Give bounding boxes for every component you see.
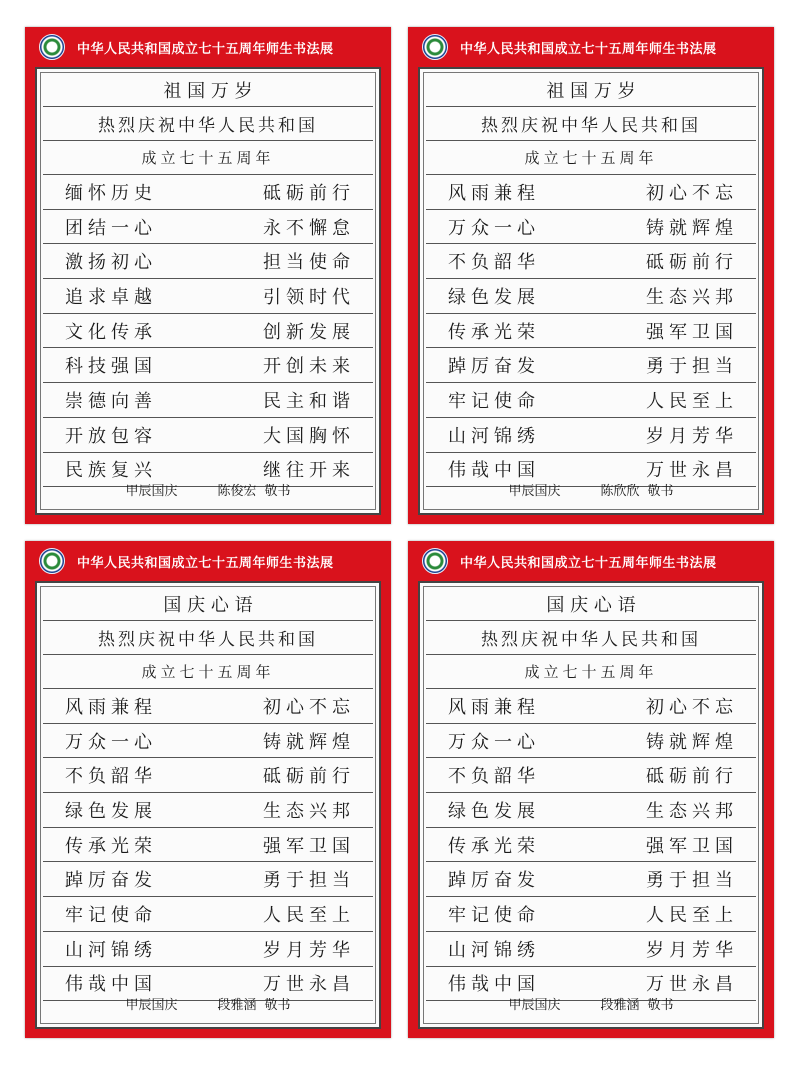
signature-line xyxy=(426,985,756,1021)
couplet-row xyxy=(426,828,756,863)
couplet-left: 山河锦绣 xyxy=(65,939,157,961)
couplet-right: 万世永昌 xyxy=(263,974,355,996)
couplet-row xyxy=(43,210,373,245)
couplet-right: 砥砺前行 xyxy=(263,766,355,788)
couplet-right: 砥砺前行 xyxy=(263,182,355,204)
calligraphy-panel xyxy=(408,27,774,524)
couplet-row xyxy=(43,758,373,793)
signature-respect: 敬书 xyxy=(264,483,291,499)
couplet-row xyxy=(426,862,756,897)
couplet-left: 万众一心 xyxy=(448,731,540,753)
couplet-row xyxy=(43,793,373,828)
school-emblem-icon xyxy=(39,34,65,60)
signature-author: 陈欣欣 xyxy=(600,483,640,499)
couplet-right: 勇于担当 xyxy=(263,870,355,892)
couplet-left: 团结一心 xyxy=(65,217,157,239)
panel-header xyxy=(408,27,774,67)
couplet-right: 初心不忘 xyxy=(646,696,738,718)
couplet-right: 砥砺前行 xyxy=(646,766,738,788)
couplet-row xyxy=(426,758,756,793)
couplet-row xyxy=(43,862,373,897)
signature-author: 陈俊宏 xyxy=(217,483,257,499)
signature-date: 甲辰国庆 xyxy=(125,997,178,1013)
couplet-row xyxy=(43,932,373,967)
couplet-row xyxy=(426,793,756,828)
work-title: 国 庆 心 语 xyxy=(43,587,373,621)
couplet-right: 初心不忘 xyxy=(646,182,738,204)
couplet-row xyxy=(43,279,373,314)
work-greeting: 热烈庆祝中华人民共和国 xyxy=(426,107,756,141)
couplet-left: 文化传承 xyxy=(65,321,157,343)
couplet-left: 不负韶华 xyxy=(448,252,540,274)
sheet-rows xyxy=(426,73,756,482)
couplet-right: 生态兴邦 xyxy=(263,800,355,822)
couplet-right: 人民至上 xyxy=(263,904,355,926)
couplet-right: 初心不忘 xyxy=(263,696,355,718)
couplet-right: 铸就辉煌 xyxy=(646,217,738,239)
couplet-row xyxy=(426,418,756,453)
couplet-left: 山河锦绣 xyxy=(448,425,540,447)
couplet-left: 风雨兼程 xyxy=(448,182,540,204)
calligraphy-sheet xyxy=(35,581,381,1029)
couplet-row xyxy=(43,175,373,210)
calligraphy-panel xyxy=(25,541,391,1038)
couplet-left: 绿色发展 xyxy=(448,800,540,822)
couplet-right: 岁月芳华 xyxy=(646,425,738,447)
couplet-row xyxy=(426,279,756,314)
signature-author: 段雅涵 xyxy=(600,997,640,1013)
couplet-right: 继往开来 xyxy=(263,460,355,482)
couplet-left: 伟哉中国 xyxy=(65,974,157,996)
couplet-row xyxy=(426,314,756,349)
couplet-right: 创新发展 xyxy=(263,321,355,343)
signature-date: 甲辰国庆 xyxy=(508,483,561,499)
work-greeting: 热烈庆祝中华人民共和国 xyxy=(43,107,373,141)
couplet-left: 不负韶华 xyxy=(448,766,540,788)
work-subtitle: 成立七十五周年 xyxy=(426,655,756,689)
school-emblem-icon xyxy=(422,34,448,60)
signature-author: 段雅涵 xyxy=(217,997,257,1013)
couplet-left: 传承光荣 xyxy=(448,321,540,343)
couplet-left: 民族复兴 xyxy=(65,460,157,482)
couplet-left: 万众一心 xyxy=(65,731,157,753)
couplet-left: 牢记使命 xyxy=(448,904,540,926)
couplet-row xyxy=(43,383,373,418)
couplet-left: 传承光荣 xyxy=(448,835,540,857)
couplet-left: 崇德向善 xyxy=(65,390,157,412)
couplet-right: 强军卫国 xyxy=(263,835,355,857)
couplet-row xyxy=(426,348,756,383)
couplet-right: 强军卫国 xyxy=(646,835,738,857)
couplet-right: 人民至上 xyxy=(646,904,738,926)
signature-respect: 敬书 xyxy=(647,997,674,1013)
school-emblem-icon xyxy=(422,548,448,574)
couplet-row xyxy=(426,724,756,759)
couplet-left: 踔厉奋发 xyxy=(65,870,157,892)
couplet-right: 担当使命 xyxy=(263,252,355,274)
work-title: 祖 国 万 岁 xyxy=(426,73,756,107)
couplet-left: 缅怀历史 xyxy=(65,182,157,204)
calligraphy-sheet xyxy=(418,581,764,1029)
couplet-left: 风雨兼程 xyxy=(65,696,157,718)
signature-date: 甲辰国庆 xyxy=(508,997,561,1013)
calligraphy-panel xyxy=(25,27,391,524)
calligraphy-panel xyxy=(408,541,774,1038)
couplet-left: 踔厉奋发 xyxy=(448,356,540,378)
couplet-row xyxy=(426,175,756,210)
couplet-row xyxy=(43,828,373,863)
couplet-left: 山河锦绣 xyxy=(448,939,540,961)
couplet-row xyxy=(43,418,373,453)
couplet-row xyxy=(426,689,756,724)
work-title: 祖 国 万 岁 xyxy=(43,73,373,107)
couplet-right: 引领时代 xyxy=(263,286,355,308)
couplet-row xyxy=(43,314,373,349)
couplet-right: 开创未来 xyxy=(263,356,355,378)
couplet-left: 踔厉奋发 xyxy=(448,870,540,892)
couplet-row xyxy=(43,897,373,932)
work-subtitle: 成立七十五周年 xyxy=(43,655,373,689)
exhibition-title: 中华人民共和国成立七十五周年师生书法展 xyxy=(77,555,334,571)
sheet-rows xyxy=(43,587,373,996)
exhibition-title: 中华人民共和国成立七十五周年师生书法展 xyxy=(77,41,334,57)
work-subtitle: 成立七十五周年 xyxy=(43,141,373,175)
couplet-left: 追求卓越 xyxy=(65,286,157,308)
couplet-right: 万世永昌 xyxy=(646,974,738,996)
couplet-left: 开放包容 xyxy=(65,425,157,447)
couplet-row xyxy=(426,383,756,418)
couplet-right: 民主和谐 xyxy=(263,390,355,412)
couplet-right: 勇于担当 xyxy=(646,356,738,378)
couplet-left: 伟哉中国 xyxy=(448,974,540,996)
couplet-row xyxy=(43,689,373,724)
panel-header xyxy=(25,27,391,67)
exhibition-title: 中华人民共和国成立七十五周年师生书法展 xyxy=(460,555,717,571)
exhibition-title: 中华人民共和国成立七十五周年师生书法展 xyxy=(460,41,717,57)
signature-date: 甲辰国庆 xyxy=(125,483,178,499)
panel-header xyxy=(25,541,391,581)
couplet-left: 科技强国 xyxy=(65,356,157,378)
school-emblem-icon xyxy=(39,548,65,574)
couplet-row xyxy=(43,724,373,759)
couplet-row xyxy=(426,932,756,967)
couplet-right: 大国胸怀 xyxy=(263,425,355,447)
calligraphy-sheet xyxy=(418,67,764,515)
couplet-right: 铸就辉煌 xyxy=(263,731,355,753)
signature-respect: 敬书 xyxy=(647,483,674,499)
couplet-right: 勇于担当 xyxy=(646,870,738,892)
couplet-row xyxy=(426,244,756,279)
calligraphy-sheet xyxy=(35,67,381,515)
signature-line xyxy=(426,471,756,507)
couplet-left: 牢记使命 xyxy=(448,390,540,412)
sheet-rows xyxy=(43,73,373,482)
couplet-right: 砥砺前行 xyxy=(646,252,738,274)
couplet-left: 不负韶华 xyxy=(65,766,157,788)
couplet-left: 伟哉中国 xyxy=(448,460,540,482)
couplet-right: 永不懈怠 xyxy=(263,217,355,239)
couplet-left: 传承光荣 xyxy=(65,835,157,857)
signature-line xyxy=(43,985,373,1021)
sheet-rows xyxy=(426,587,756,996)
couplet-row xyxy=(43,348,373,383)
couplet-left: 牢记使命 xyxy=(65,904,157,926)
couplet-right: 生态兴邦 xyxy=(646,286,738,308)
couplet-left: 绿色发展 xyxy=(65,800,157,822)
panel-header xyxy=(408,541,774,581)
work-greeting: 热烈庆祝中华人民共和国 xyxy=(426,621,756,655)
work-title: 国 庆 心 语 xyxy=(426,587,756,621)
couplet-right: 强军卫国 xyxy=(646,321,738,343)
signature-line xyxy=(43,471,373,507)
work-subtitle: 成立七十五周年 xyxy=(426,141,756,175)
work-greeting: 热烈庆祝中华人民共和国 xyxy=(43,621,373,655)
couplet-right: 岁月芳华 xyxy=(646,939,738,961)
couplet-row xyxy=(426,210,756,245)
couplet-row xyxy=(426,897,756,932)
couplet-right: 岁月芳华 xyxy=(263,939,355,961)
couplet-left: 风雨兼程 xyxy=(448,696,540,718)
couplet-row xyxy=(43,244,373,279)
couplet-left: 绿色发展 xyxy=(448,286,540,308)
couplet-left: 万众一心 xyxy=(448,217,540,239)
couplet-right: 万世永昌 xyxy=(646,460,738,482)
signature-respect: 敬书 xyxy=(264,997,291,1013)
couplet-right: 铸就辉煌 xyxy=(646,731,738,753)
couplet-right: 生态兴邦 xyxy=(646,800,738,822)
couplet-left: 激扬初心 xyxy=(65,252,157,274)
couplet-right: 人民至上 xyxy=(646,390,738,412)
